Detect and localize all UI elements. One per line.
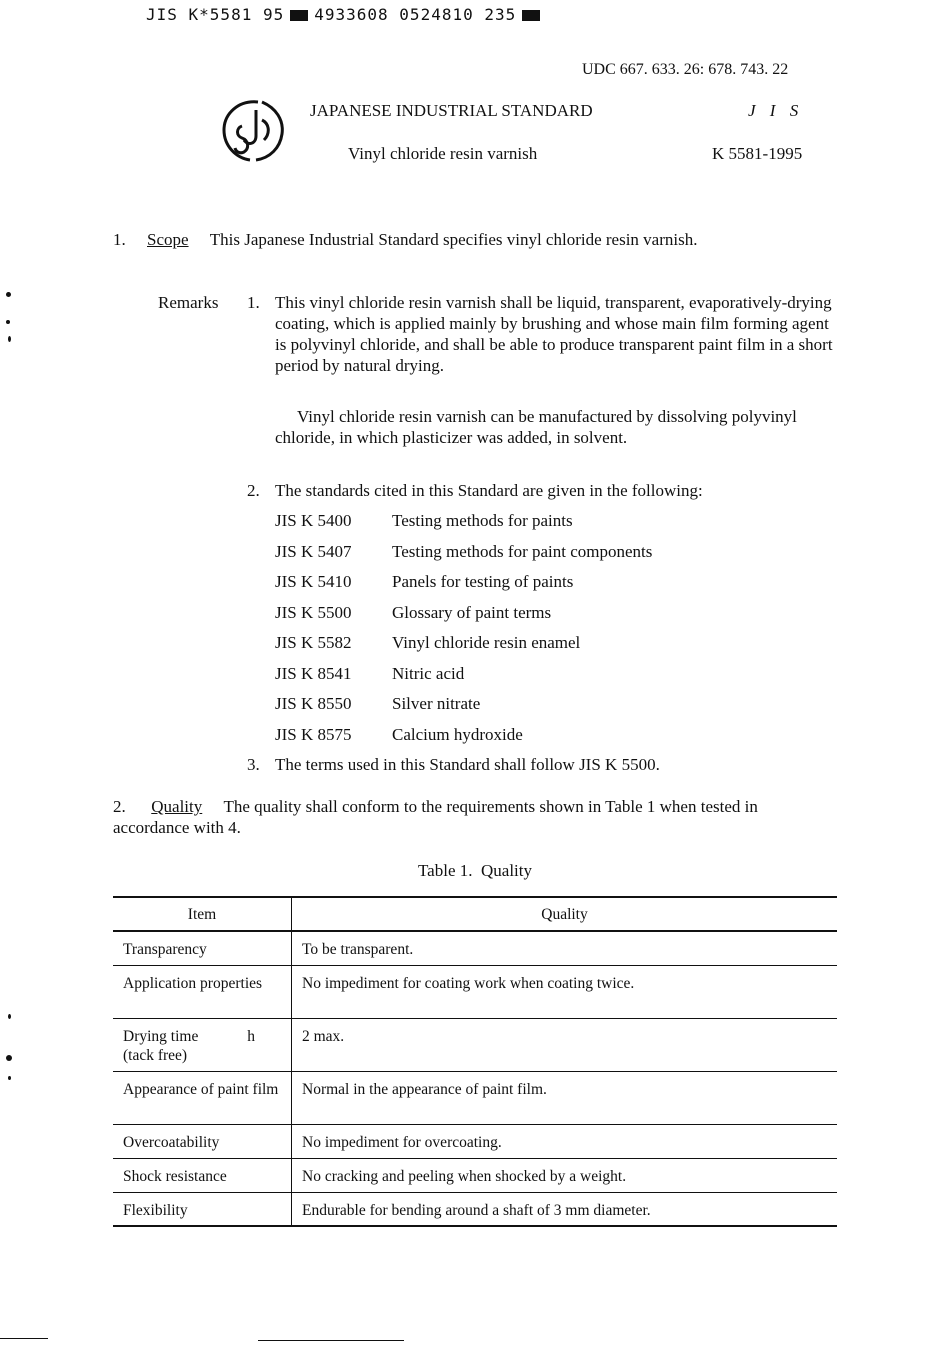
- standard-title: Calcium hydroxide: [392, 724, 523, 744]
- section-scope: [113, 229, 833, 250]
- unit-label: h: [247, 1027, 255, 1045]
- standard-code: JIS K 8575: [275, 724, 352, 744]
- scan-mark: [8, 1014, 11, 1019]
- scan-mark: [6, 292, 11, 297]
- item-cell: Application properties: [113, 965, 292, 1018]
- table-caption: Table 1. Quality: [417, 861, 532, 880]
- remarks-label: Remarks: [158, 293, 219, 312]
- standard-code: JIS K 5407: [275, 541, 352, 561]
- section-number: 1.: [113, 230, 126, 249]
- list-item: [275, 571, 652, 602]
- scan-mark: [8, 1076, 11, 1080]
- table-row: [113, 1192, 837, 1226]
- quality-cell: Endurable for bending around a shaft of 3 mm diameter.: [302, 1201, 651, 1219]
- standard-title: Nitric acid: [392, 663, 465, 683]
- item-cell: Transparency: [113, 931, 292, 965]
- standard-code: JIS K 8550: [275, 694, 352, 713]
- barcode-block: [522, 10, 540, 21]
- jis-mark: J I S: [748, 101, 804, 120]
- quality-cell: No impediment for coating work when coating twice.: [302, 974, 635, 992]
- item-label: Drying time: [123, 1027, 199, 1045]
- list-item: [275, 663, 652, 694]
- scan-mark: [8, 336, 11, 342]
- remark-number: 2.: [247, 481, 260, 500]
- scan-mark: [6, 320, 10, 324]
- footer-rule: [258, 1340, 404, 1341]
- standard-title: Vinyl chloride resin enamel: [392, 633, 581, 652]
- standard-code: JIS K 5582: [275, 633, 352, 652]
- standard-code: JIS K 5410: [275, 572, 352, 591]
- list-item: [275, 632, 652, 663]
- quality-cell: 2 max.: [302, 1027, 345, 1045]
- column-header-quality: Quality: [541, 905, 588, 923]
- footer-rule: [0, 1338, 48, 1339]
- section-heading: Scope: [147, 230, 189, 249]
- list-item: [275, 602, 652, 633]
- standard-title: Glossary of paint terms: [392, 602, 552, 622]
- quality-cell: No impediment for overcoating.: [302, 1133, 502, 1151]
- table-row: [113, 1018, 837, 1071]
- remark-number: 3.: [247, 755, 260, 774]
- cited-standards-list: [275, 510, 652, 754]
- standard-title: Panels for testing of paints: [392, 572, 574, 591]
- scan-mark: [6, 1055, 12, 1061]
- list-item: [275, 541, 652, 572]
- item-cell: Appearance of paint film: [113, 1071, 292, 1124]
- list-item: [275, 724, 652, 755]
- list-item: [275, 510, 652, 541]
- barcode-block: [290, 10, 308, 21]
- org-title: JAPANESE INDUSTRIAL STANDARD: [310, 101, 593, 120]
- scan-code-right: 4933608 0524810 235: [314, 5, 517, 24]
- standard-title: Testing methods for paint components: [392, 541, 653, 561]
- quality-cell: Normal in the appearance of paint film.: [302, 1080, 547, 1098]
- standard-code: JIS K 5400: [275, 511, 352, 530]
- table-row: [113, 1124, 837, 1158]
- remark-text: The standards cited in this Standard are given in the following:: [275, 481, 703, 500]
- udc-number: UDC 667. 633. 26: 678. 743. 22: [582, 61, 789, 78]
- remark-text: This vinyl chloride resin varnish shall be liquid, transparent, evaporatively-drying coating, which is applied mainly by brushing and whose main film forming agent is polyvinyl chloride, and shall be able to produce transparent paint film in a short period by natural drying.: [275, 293, 833, 375]
- item-cell: Flexibility: [113, 1192, 292, 1226]
- scan-code-line: [146, 4, 546, 25]
- table-row: [113, 965, 837, 1018]
- standard-number: K 5581-1995: [712, 144, 803, 163]
- document-title: Vinyl chloride resin varnish: [348, 144, 538, 163]
- standard-code: JIS K 8541: [275, 663, 352, 683]
- section-text: The quality shall conform to the requirements shown in Table 1 when tested in accordance with 4.: [113, 797, 758, 837]
- quality-cell: To be transparent.: [302, 941, 414, 958]
- remark-text-continued: Vinyl chloride resin varnish can be manufactured by dissolving polyvinyl chloride, in which plasticizer was added, in solvent.: [275, 407, 797, 447]
- remark-text: The terms used in this Standard shall follow JIS K 5500.: [275, 755, 660, 774]
- section-quality: [113, 796, 833, 838]
- remark-number: 1.: [247, 293, 260, 312]
- item-cell: Overcoatability: [113, 1124, 292, 1158]
- item-note: (tack free): [123, 1046, 188, 1064]
- standard-title: Testing methods for paints: [392, 511, 573, 530]
- item-cell: Shock resistance: [113, 1158, 292, 1192]
- section-text: This Japanese Industrial Standard specifies vinyl chloride resin varnish.: [209, 230, 698, 249]
- standard-code: JIS K 5500: [275, 602, 352, 622]
- section-heading: Quality: [151, 797, 203, 816]
- table-row: [113, 1158, 837, 1192]
- table-header-row: [113, 897, 837, 931]
- quality-cell: No cracking and peeling when shocked by a weight.: [302, 1167, 627, 1185]
- table-row: [113, 931, 837, 965]
- section-number: 2.: [113, 797, 126, 816]
- table-row: [113, 1071, 837, 1124]
- scan-code-left: JIS K*5581 95: [146, 5, 285, 24]
- quality-table: [113, 896, 837, 1227]
- standard-title: Silver nitrate: [392, 694, 481, 713]
- jis-logo-icon: [218, 96, 288, 164]
- list-item: [275, 693, 652, 724]
- column-header-item: Item: [113, 897, 292, 931]
- item-cell: [113, 1018, 292, 1071]
